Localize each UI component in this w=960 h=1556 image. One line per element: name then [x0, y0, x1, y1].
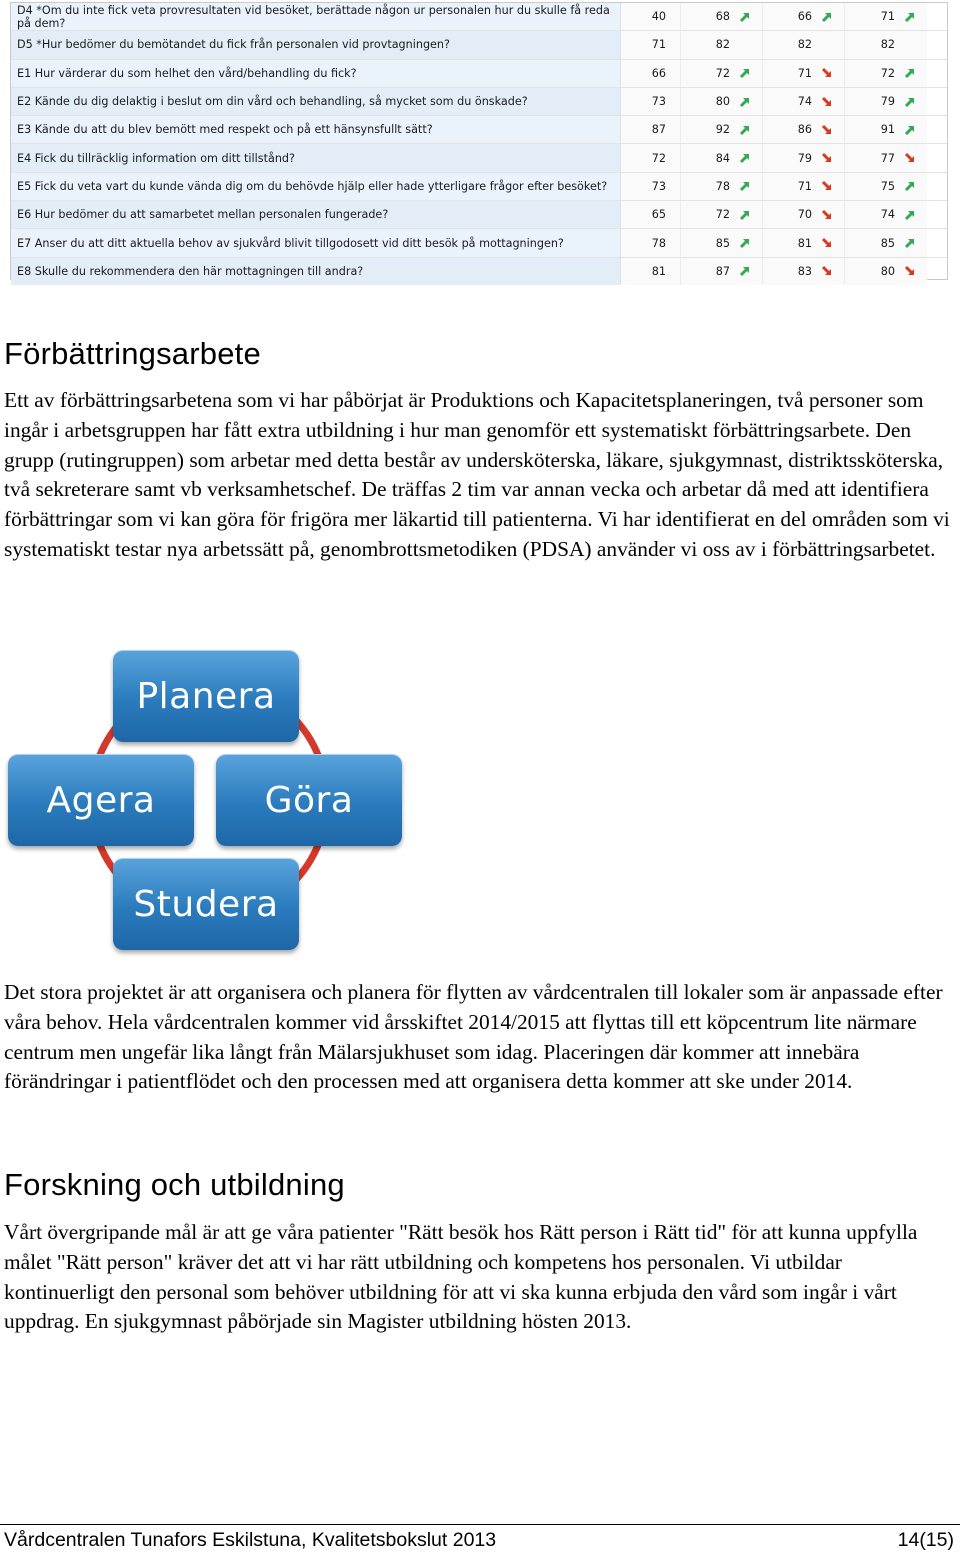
value-cell	[621, 31, 681, 58]
value-number: 73	[651, 179, 666, 193]
value-cell	[621, 258, 681, 285]
value-number: 82	[797, 38, 812, 52]
value-number: 75	[880, 179, 895, 193]
value-number: 71	[880, 10, 895, 24]
table-row	[11, 60, 947, 88]
trend-down-icon	[820, 264, 834, 278]
trend-up-icon	[738, 10, 752, 24]
value-cell	[763, 60, 845, 87]
value-number: 79	[797, 151, 812, 165]
value-number: 86	[797, 123, 812, 137]
value-number: 65	[651, 208, 666, 222]
value-number: 72	[715, 66, 730, 80]
value-cell	[621, 116, 681, 143]
value-cell	[763, 144, 845, 171]
value-number: 74	[880, 208, 895, 222]
survey-results-table	[10, 2, 948, 280]
value-cell	[681, 201, 763, 228]
table-row	[11, 258, 947, 285]
value-number: 91	[880, 123, 895, 137]
value-cell	[845, 173, 927, 200]
value-number: 82	[880, 38, 895, 52]
value-cell	[681, 88, 763, 115]
pdsa-plan-box: Planera	[113, 650, 299, 742]
value-number: 84	[715, 151, 730, 165]
trend-down-icon	[820, 66, 834, 80]
value-number: 72	[651, 151, 666, 165]
value-number: 79	[880, 95, 895, 109]
value-number: 81	[651, 264, 666, 278]
trend-up-icon	[738, 179, 752, 193]
heading-forskning-och-utbildning: Forskning och utbildning	[4, 1167, 345, 1202]
table-row	[11, 229, 947, 257]
value-cell	[621, 201, 681, 228]
trend-down-icon	[820, 123, 834, 137]
value-number: 40	[651, 10, 666, 24]
value-cell	[681, 116, 763, 143]
value-cell	[763, 229, 845, 256]
value-cell	[621, 88, 681, 115]
value-number: 92	[715, 123, 730, 137]
value-cell	[845, 88, 927, 115]
trend-down-icon	[820, 151, 834, 165]
table-row	[11, 144, 947, 172]
table-row	[11, 116, 947, 144]
trend-up-icon	[903, 179, 917, 193]
table-row	[11, 201, 947, 229]
question-cell: D4 *Om du inte fick veta provresultaten vid besöket, berättade någon ur personalen hur du skulle få reda på dem?	[11, 3, 621, 30]
trend-up-icon	[903, 123, 917, 137]
value-cell	[681, 60, 763, 87]
paragraph-forbattringsarbete: Ett av förbättringsarbetena som vi har påbörjat är Produktions och Kapacitetsplaneringen, två personer som ingår i arbetsgruppen har fått extra utbildning i hur man genomför ett systematiskt förbättringsarbete. Den grupp (rutingruppen) som arbetar med detta består av undersköterska, läkare, sjukgymnast, distriktssköterska, två sekreterare samt vb verksamhetschef. De träffas 2 tim var annan vecka och arbetar då med att identifiera förbättringar som vi kan göra för frigöra mer läkartid till patienterna. Vi har identifierat en del områden som vi systematiskt testar nya arbetssätt på, genombrottsmetodiken (PDSA) använder vi oss av i förbättringsarbetet.	[4, 388, 950, 561]
heading-forbattringsarbete: Förbättringsarbete	[4, 336, 261, 371]
value-cell	[681, 229, 763, 256]
value-number: 87	[651, 123, 666, 137]
value-number: 80	[715, 95, 730, 109]
value-cell	[845, 144, 927, 171]
value-cell	[845, 3, 927, 30]
value-cell	[681, 144, 763, 171]
trend-up-icon	[903, 236, 917, 250]
page-footer	[0, 1524, 960, 1556]
trend-up-icon	[738, 264, 752, 278]
value-cell	[845, 229, 927, 256]
value-number: 83	[797, 264, 812, 278]
value-cell	[621, 144, 681, 171]
value-cell	[681, 258, 763, 285]
trend-up-icon	[738, 236, 752, 250]
question-cell: E3 Kände du att du blev bemött med respekt och på ett hänsynsfullt sätt?	[11, 116, 621, 143]
value-number: 71	[797, 66, 812, 80]
question-cell: E7 Anser du att ditt aktuella behov av sjukvård blivit tillgodosett vid ditt besök på mottagningen?	[11, 229, 621, 256]
value-number: 72	[880, 66, 895, 80]
trend-up-icon	[738, 95, 752, 109]
question-cell: E5 Fick du veta vart du kunde vända dig om du behövde hjälp eller hade ytterligare frågor efter besöket?	[11, 173, 621, 200]
value-number: 80	[880, 264, 895, 278]
trend-up-icon	[738, 123, 752, 137]
value-number: 78	[651, 236, 666, 250]
pdsa-do-box: Göra	[216, 754, 402, 846]
value-number: 73	[651, 95, 666, 109]
value-cell	[681, 31, 763, 58]
value-cell	[845, 31, 927, 58]
value-number: 87	[715, 264, 730, 278]
value-cell	[763, 258, 845, 285]
table-row	[11, 173, 947, 201]
value-number: 85	[880, 236, 895, 250]
value-number: 74	[797, 95, 812, 109]
value-cell	[763, 88, 845, 115]
value-cell	[763, 3, 845, 30]
footer-page-number: 14(15)	[897, 1529, 954, 1551]
trend-up-icon	[903, 10, 917, 24]
question-cell: E1 Hur värderar du som helhet den vård/behandling du fick?	[11, 60, 621, 87]
trend-down-icon	[820, 208, 834, 222]
question-cell: E2 Kände du dig delaktig i beslut om din vård och behandling, så mycket som du önskade?	[11, 88, 621, 115]
paragraph-forskning-och-utbildning: Vårt övergripande mål är att ge våra patienter "Rätt besök hos Rätt person i Rätt tid" för att kunna uppfylla målet "Rätt person" kräver det att vi har rätt utbildning och kompetens hos personalen. Vi utbildar kontinuerligt den personal som behöver utbildning för att vi ska kunna erbjuda den vård som ingår i vårt uppdrag. En sjukgymnast påbörjade sin Magister utbildning hösten 2013.	[4, 1220, 918, 1334]
value-cell	[845, 201, 927, 228]
value-number: 82	[715, 38, 730, 52]
value-cell	[621, 173, 681, 200]
value-number: 66	[651, 66, 666, 80]
value-number: 81	[797, 236, 812, 250]
trend-up-icon	[738, 66, 752, 80]
value-number: 66	[797, 10, 812, 24]
value-cell	[763, 173, 845, 200]
table-row	[11, 88, 947, 116]
value-cell	[845, 116, 927, 143]
paragraph-flytt-projekt: Det stora projektet är att organisera och planera för flytten av vårdcentralen till lokaler som är anpassade efter våra behov. Hela vårdcentralen kommer vid årsskiftet 2014/2015 att flyttas till ett köpcentrum lite närmare centrum men ungefär lika långt från Mälarsjukhuset som idag. Placeringen där kommer att innebära förändringar i patientflödet och den processen med att organisera detta kommer att ske under 2014.	[4, 980, 943, 1094]
question-cell: D5 *Hur bedömer du bemötandet du fick från personalen vid provtagningen?	[11, 31, 621, 58]
value-cell	[681, 3, 763, 30]
table-row	[11, 3, 947, 31]
value-cell	[621, 3, 681, 30]
trend-up-icon	[903, 208, 917, 222]
value-cell	[845, 258, 927, 285]
question-cell: E4 Fick du tillräcklig information om ditt tillstånd?	[11, 144, 621, 171]
trend-down-icon	[903, 264, 917, 278]
value-number: 71	[797, 179, 812, 193]
value-cell	[763, 116, 845, 143]
table-row	[11, 31, 947, 59]
value-cell	[763, 31, 845, 58]
footer-document-title: Vårdcentralen Tunafors Eskilstuna, Kvalitetsbokslut 2013	[4, 1529, 497, 1551]
pdsa-cycle-diagram	[6, 648, 406, 958]
value-number: 72	[715, 208, 730, 222]
trend-up-icon	[738, 151, 752, 165]
trend-up-icon	[738, 208, 752, 222]
value-number: 78	[715, 179, 730, 193]
question-cell: E6 Hur bedömer du att samarbetet mellan personalen fungerade?	[11, 201, 621, 228]
value-number: 85	[715, 236, 730, 250]
value-number: 77	[880, 151, 895, 165]
pdsa-act-box: Agera	[8, 754, 194, 846]
trend-down-icon	[820, 236, 834, 250]
trend-down-icon	[903, 151, 917, 165]
trend-up-icon	[903, 95, 917, 109]
value-number: 70	[797, 208, 812, 222]
value-cell	[845, 60, 927, 87]
trend-down-icon	[820, 95, 834, 109]
pdsa-study-box: Studera	[113, 858, 299, 950]
trend-down-icon	[820, 179, 834, 193]
value-cell	[763, 201, 845, 228]
trend-up-icon	[903, 66, 917, 80]
value-cell	[621, 60, 681, 87]
value-cell	[621, 229, 681, 256]
question-cell: E8 Skulle du rekommendera den här mottagningen till andra?	[11, 258, 621, 285]
trend-up-icon	[820, 10, 834, 24]
value-cell	[681, 173, 763, 200]
value-number: 71	[651, 38, 666, 52]
value-number: 68	[715, 10, 730, 24]
